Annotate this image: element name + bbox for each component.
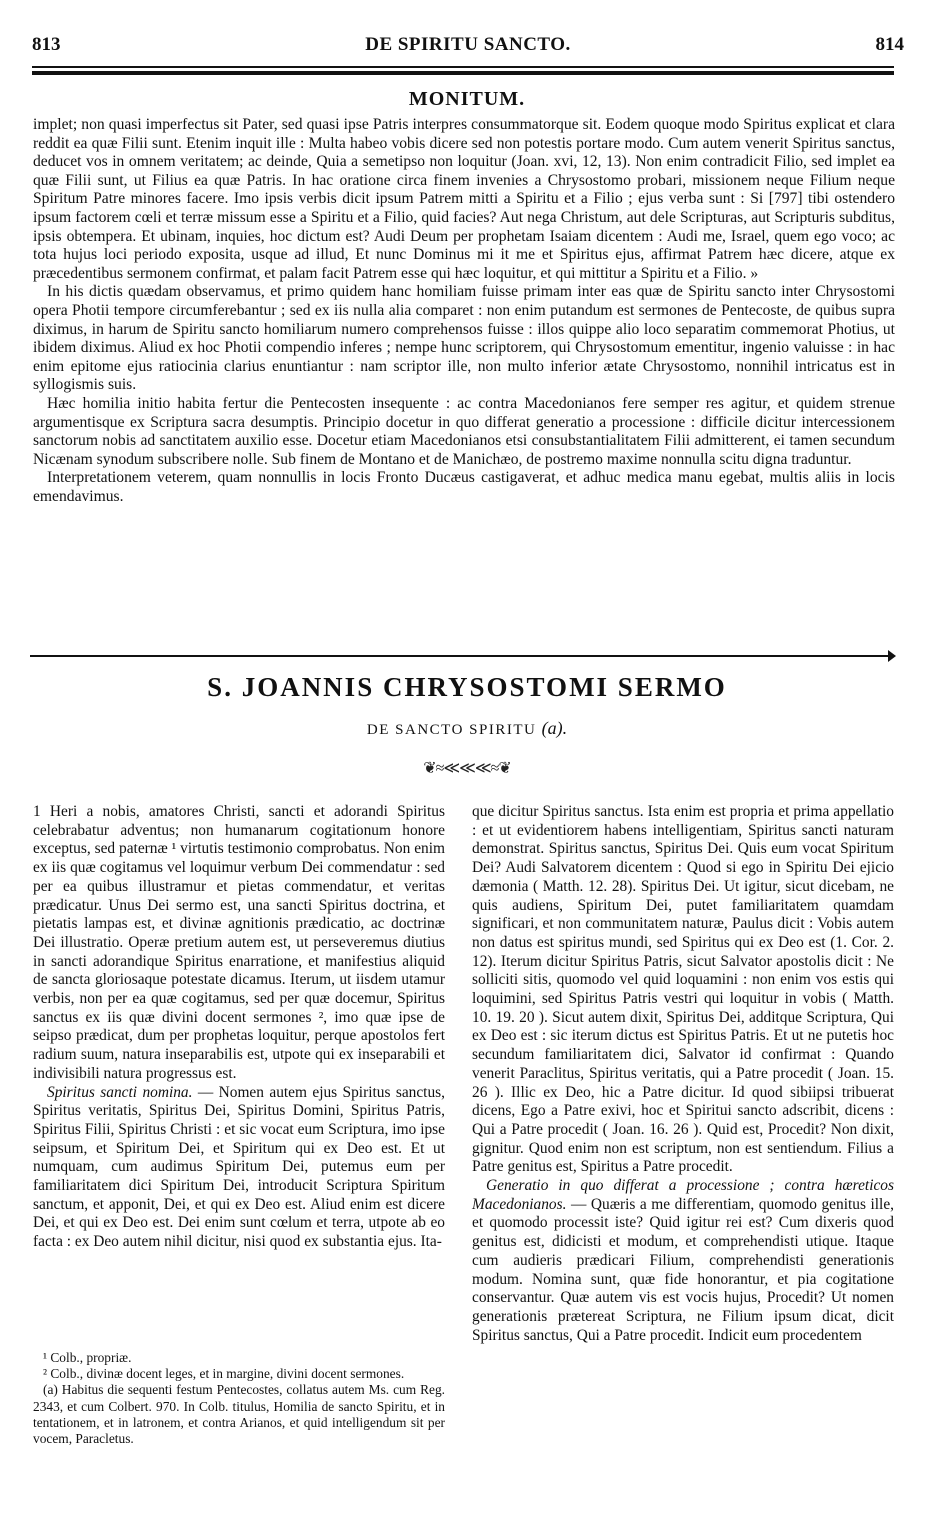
body-paragraph bbox=[33, 1084, 445, 1252]
sermo-subtitle bbox=[0, 718, 934, 739]
body-paragraph: 1 Heri a nobis, amatores Christi, sancti et adorandi Spiritus celebrabatur adventus; non humanarum cogitationum honore exceptus, sed paternæ ¹ virtutis testimonio comprobatus. Non enim ex iis quæ cogitamus vel loquimur verbum Dei commendatur : sed per ea quibus illustramur et pietas commendatur, et veritas prædicatur. Unus Dei sermo est, una sancti Spiritus doctrina, et pietatis lampas est, et divinæ agnitionis prædicatio, ac doctrinæ Dei illustratio. Operæ pretium autem est, ut perseveremus diutius in sancti adorandique Spiritus enarratione, et manifestius aliquid de sancta gloriosaque potestate dicamus. Iterum, ut iisdem utamur verbis, non per ea quæ cogitamus, sed per quæ docemur, Spiritus sanctus ex iis quæ divini docent sermones ², imo quæ ipse de seipso prædicat, dum per prophetas loquitur, perque apostolos fert radium suum, natura inseparabilis est, utpote qui ex inseparabili et indivisibili natura progressus est. bbox=[33, 803, 445, 1082]
divider-arrow-icon bbox=[888, 650, 896, 662]
ornament-icon: ❦≈≪≪≪≈❦ bbox=[423, 760, 511, 777]
sermo-title: S. JOANNIS CHRYSOSTOMI SERMO bbox=[207, 672, 727, 702]
section-text: — Nomen autem ejus Spiritus sanctus, Spiritus veritatis, Spiritus Dei, Spiritus Domini, Spiritus Patris, Spiritus Filii, Spiritus Christi : et sic vocat eum Scriptura, imo ipse seipsum, et Spiritum Dei, et Spiritum qui ex Deo est. Et ut numquam, cum audimus Spiritum Dei, putemus eum per familiaritatem dici Spiritum Dei, introducit Scriptura Spiritum sanctum, et apponit, Dei, et qui ex Deo est. Aliud enim est dicere Dei, et qui ex Deo est. Dei enim sunt cœlum et terra, utpote ab eo facta : ex Deo autem nihil dicitur, nisi quod ex substantia ejus. Ita- bbox=[33, 1083, 445, 1251]
footnote: ² Colb., divinæ docent leges, et in margine, divini docent sermones. bbox=[43, 1366, 405, 1382]
body-paragraph bbox=[472, 1177, 894, 1345]
body-paragraph: que dicitur Spiritus sanctus. Ista enim est propria et prima appellatio : et ut evidentiorem habens intelligentiam, Spiritus sancti naturam demonstrat. Spiritus sanctus, Spiritus Dei. Quis eum vocat Spiritum Dei? Audi Salvatorem dicentem : Quod si ego in Spiritu Dei ejicio dæmonia ( Matth. 12. 28). Spiritus Dei. Ut igitur, sicut dicebam, ne quis audiens, Spiritum Dei, putet familiaritatem quamdam significari, et non communitatem naturæ, Paulus dicit : Vobis autem non datus est spiritus mundi, sed Spiritus qui ex Deo est (1. Cor. 2. 12). Iterum dicitur Spiritus Patris, sicut Salvator apostolis dicit : Ne solliciti sitis, quomodo vel quid loquamini : non enim vos estis qui loquimini, sed Spiritus Patris vestri qui loquitur in vobis ( Matth. 10. 19. 20 ). Sicut autem dixit, Spiritus Dei, additque Scriptura, Qui ex Deo est : sic iterum dictus est Spiritus Patris. Et ut ne putetis hoc secundum familiaritatem dici, Salvator id confirmat : Quando venerit Paraclitus, Spiritus veritatis, qui a Patre procedit ( Joan. 15. 26 ). Illic ex Deo, hic a Patre dicitur. Id quod sibiipsi tribuerat dicens, Ego a Patre exivi, hoc et Spiritui sancto adscribit, dicens : Qui a Patre procedit ( Joan. 16. 26 ). Quid est, Procedit? Non dixit, gignitur. Quod enim non est scriptum, non est sentiendum. Filius a Patre genitus est, Spiritus a Patre procedit. bbox=[472, 803, 894, 1176]
section-heading: Generatio in quo differat a processione ; contra hæreticos Macedonianos. bbox=[472, 1177, 894, 1213]
sermo-subtitle-text: DE SANCTO SPIRITU bbox=[366, 722, 537, 738]
monitum-paragraph: In his dictis quædam observamus, et primo quidem hanc homiliam fuisse primam inter eas quæ de Spiritu sancto inter Chrysostomi opera Photii tempore circumferebantur ; sed ex iis nulla alia comparet : non enim putandum est sermones de Pentecoste, de quibus supra diximus, in harum de Spiritu sancto homiliarum numero comprehensos fuisse : illos quippe alio loco separatim commemorat Photius, ut ibidem diximus. Aliud ex hoc Photii compendio inferes ; nempe hunc scriptorem, qui Chrysostomum ementitur, ingenio valuisse : in hac enim epitome ejus ratiocinia clarius enuntiantur : nam scriptor ille, non multo inferior ætate Chrysostomo, nonnihil intricatus est in syllogismis suis. bbox=[33, 283, 895, 394]
footnote: (a) Habitus die sequenti festum Pentecostes, collatus autem Ms. cum Reg. 2343, et cum Colbert. 970. In Colb. titulus, Homilia de sancto Spiritu, et in tentationem, et in latronem, et contra Arianos, et quid intelligendum sit per vocem, Paracletus. bbox=[33, 1382, 445, 1447]
running-title: DE SPIRITU SANCTO. bbox=[365, 34, 571, 55]
page-number-left: 813 bbox=[32, 34, 61, 55]
header-rule-thick bbox=[32, 71, 894, 75]
monitum-body bbox=[33, 116, 895, 506]
monitum-title: MONITUM. bbox=[408, 88, 526, 110]
header-rule-thin bbox=[32, 66, 894, 68]
footnotes bbox=[33, 1350, 445, 1447]
left-column bbox=[33, 803, 445, 1252]
section-divider-rule bbox=[30, 655, 894, 657]
sermo-subtitle-note: (a). bbox=[541, 718, 568, 738]
page-number-right: 814 bbox=[875, 34, 904, 55]
section-text: — Quæris a me differentiam, quomodo genitus ille, et quomodo processit iste? Quid igitur rei est? Cum dixeris quod genitus est, didicisti et modum, et comprehendisti utique. Itaque cum audieris prædicari Filium, comprehendisti generationis modum. Nomina sunt, quæ fide honorantur, et pia cogitatione conservantur. Quæ autem vis est vocis hujus, Procedit? Ut nomen generationis prætereat Scriptura, ne Filium ipsum dicat, dicit Spiritus sanctus, Qui a Patre procedit. Indicit eum procedentem bbox=[472, 1195, 894, 1344]
monitum-paragraph: Hæc homilia initio habita fertur die Pentecosten insequente : ac contra Macedonianos fere semper res agitur, et quidem strenue argumentisque ex Scriptura sacra desumptis. Principio docetur in quo differat generatio a processione : difficile dicitur intercessionem sanctorum nobis ad sanctitatem auxilio esse. Docetur etiam Macedonianos etsi consubstantialitatem Filii admitterent, ei tamen secundum Nicænam synodum subscribere nolle. Sub finem de Montano et de Manichæo, de postremo maxime nonnulla scitu digna traduntur. bbox=[33, 394, 895, 468]
running-header bbox=[32, 34, 904, 60]
monitum-paragraph: Interpretationem veterem, quam nonnullis in locis Fronto Ducæus castigaverat, et adhuc medica manu egebat, multis aliis in locis emendavimus. bbox=[33, 469, 895, 505]
footnote: ¹ Colb., propriæ. bbox=[43, 1350, 132, 1365]
section-heading: Spiritus sancti nomina. bbox=[47, 1083, 193, 1101]
right-column bbox=[472, 803, 894, 1345]
monitum-paragraph: implet; non quasi imperfectus sit Pater, sed quasi ipse Patris interpres consummatorque sit. Eodem quoque modo Spiritus explicat et clara reddit ea quæ Filii sunt. Etenim inquit ille : Multa habeo vobis dicere sed non potestis portare modo. Cum autem venerit Spiritus sanctus, deducet vos in omnem veritatem; ac deinde, Quia a semetipso non loquitur (Joan. xvi, 12, 13). Non enim contradicit Filio, sed implet ea quæ Filii sunt, ut Filius ea quæ Patris. In hac oratione circa finem invenies a Chrysostomo probari, missionem neque Filium neque Spiritum Patre minores facere. Imo ipsis verbis dicit ipsum Patrem mitti a Spiritu et a Filio ; ejus verba sunt : Si [797] tibi ostendero ipsum factorem cœli et terræ missum esse a Spiritu et a Filio, quid facies? Aut nega Christum, aut dele Scripturas, aut Scripturis subditus, ipsis obtempera. Et ubinam, inquies, hoc dictum est? Audi Deum per prophetam Isaiam dicentem : Audi me, Israel, quem ego voco; ac tota hujus loci periodo exposita, usque ad illud, Et nunc Dominus mi it me et Spiritus ejus, affirmat Patrem hæc dicere, atque ex præcedentibus sermonem confirmat, et palam facit Patrem esse qui hæc loquitur, et qui mittitur a Spiritu et a Filio. » bbox=[33, 116, 895, 282]
